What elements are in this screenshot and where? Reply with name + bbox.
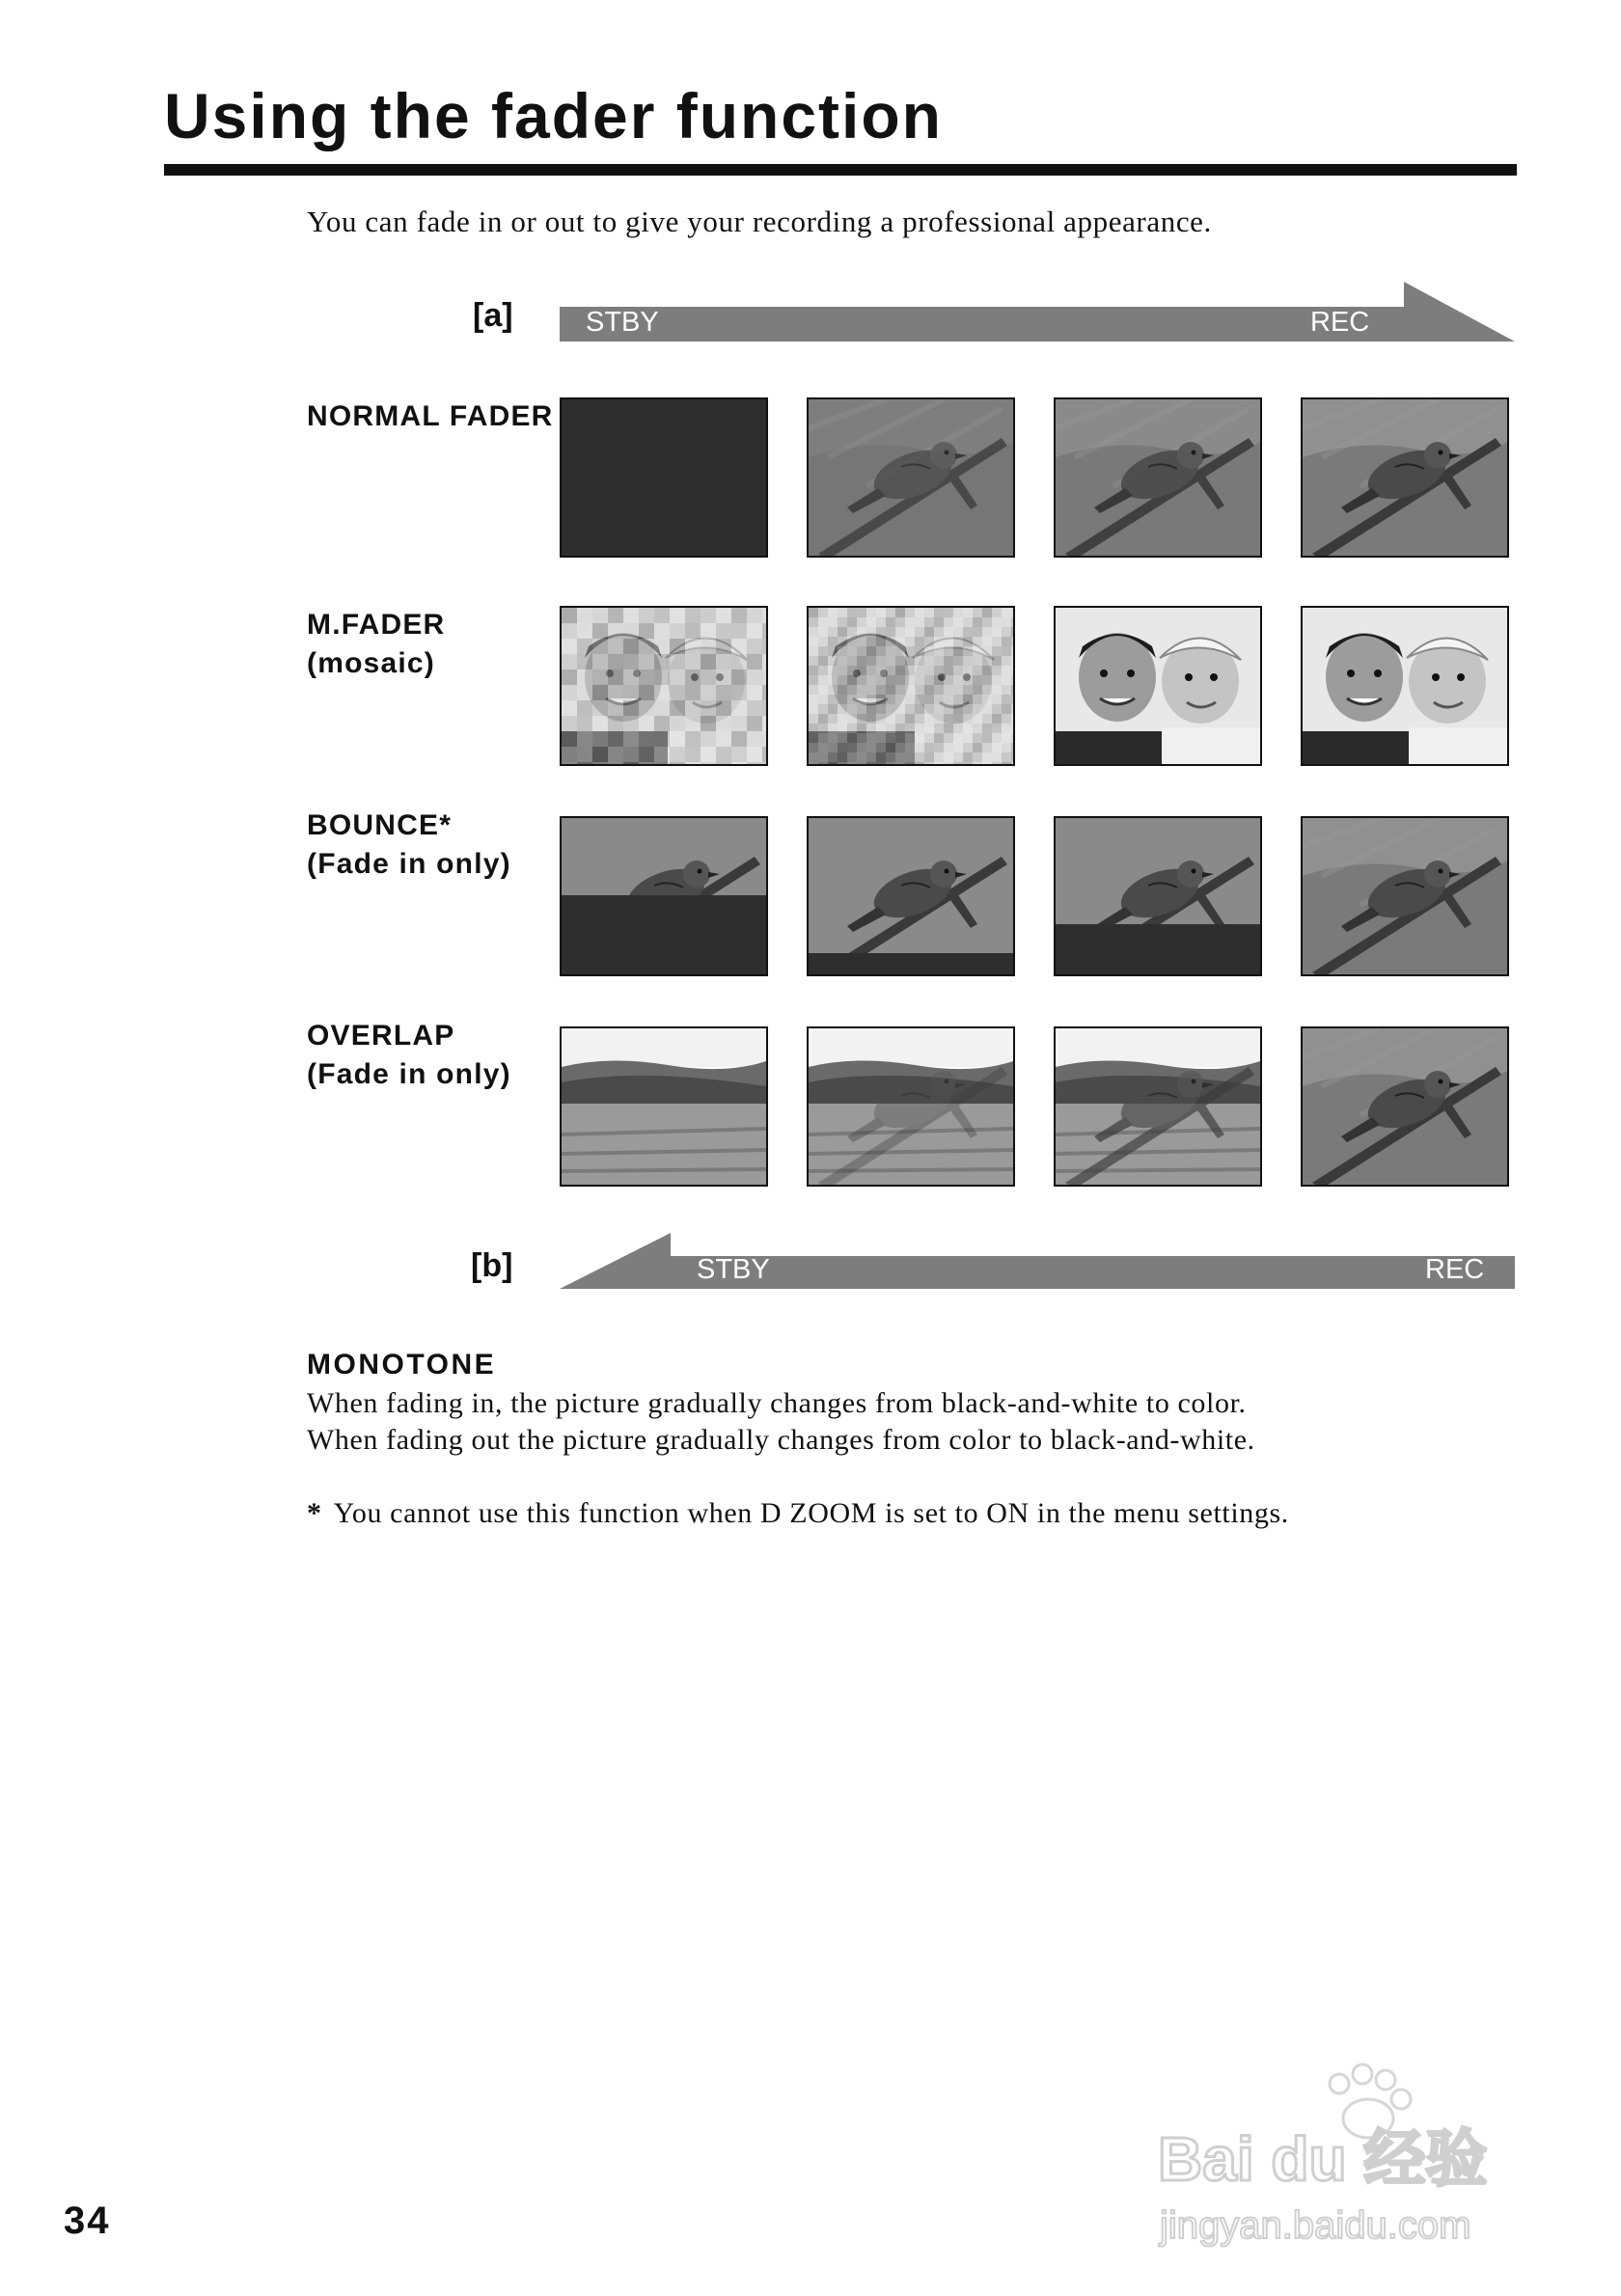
bar-b-rec: REC	[1425, 1254, 1485, 1285]
footnote-text: You cannot use this function when D ZOOM is set to ON in the menu settings.	[333, 1497, 1289, 1529]
bar-b-stby: STBY	[697, 1254, 770, 1285]
row-label-line1: OVERLAP	[307, 1020, 455, 1052]
footnote	[307, 1497, 1289, 1530]
row-label-m-fader	[307, 606, 445, 683]
monotone-line-2: When fading out the picture gradually changes from color to black-and-white.	[307, 1424, 1255, 1456]
fader-frame-thumbnail	[807, 397, 1015, 558]
bar-b-label: [b]	[471, 1247, 513, 1284]
row-label-line1: M.FADER	[307, 609, 446, 641]
fader-frame-thumbnail	[1054, 816, 1262, 976]
bar-a-stby: STBY	[586, 307, 659, 338]
svg-text:Bai du 经验: Bai du 经验	[1158, 2124, 1488, 2194]
row-label-line2: (mosaic)	[307, 647, 435, 679]
svg-text:jingyan.baidu.com: jingyan.baidu.com	[1160, 2204, 1471, 2247]
fader-frame-thumbnail	[560, 1026, 768, 1187]
row-label-overlap	[307, 1017, 511, 1094]
row-label-line1: NORMAL FADER	[307, 400, 554, 432]
fader-frame-thumbnail	[807, 1026, 1015, 1187]
monotone-line-1: When fading in, the picture gradually changes from black-and-white to color.	[307, 1387, 1247, 1419]
row-label-normal-fader	[307, 397, 554, 436]
row-label-line2: (Fade in only)	[307, 848, 511, 880]
fader-frame-thumbnail	[1301, 1026, 1509, 1187]
fader-frame-thumbnail	[560, 397, 768, 558]
intro-text: You can fade in or out to give your recording a professional appearance.	[307, 205, 1212, 238]
title-rule	[164, 164, 1517, 176]
baidu-watermark-logo	[1148, 2055, 1553, 2248]
row-label-line1: BOUNCE*	[307, 809, 453, 841]
bar-a-rec: REC	[1310, 307, 1370, 338]
fader-frame-thumbnail	[1054, 397, 1262, 558]
page-number: 34	[64, 2200, 111, 2242]
fader-frame-thumbnail	[1301, 397, 1509, 558]
monotone-heading: MONOTONE	[307, 1349, 497, 1380]
fader-frame-thumbnail	[807, 816, 1015, 976]
fader-frame-thumbnail	[560, 606, 768, 766]
fader-frame-thumbnail	[807, 606, 1015, 766]
row-label-bounce	[307, 806, 511, 884]
bar-a-label: [a]	[473, 297, 513, 334]
fader-frame-thumbnail	[1301, 816, 1509, 976]
fader-frame-thumbnail	[1301, 606, 1509, 766]
fader-frame-thumbnail	[1054, 606, 1262, 766]
page-title: Using the fader function	[164, 80, 943, 151]
bar-a-arrow	[560, 282, 1515, 342]
footnote-mark: *	[307, 1497, 322, 1529]
fader-frame-thumbnail	[1054, 1026, 1262, 1187]
row-label-line2: (Fade in only)	[307, 1058, 511, 1090]
fader-frame-thumbnail	[560, 816, 768, 976]
